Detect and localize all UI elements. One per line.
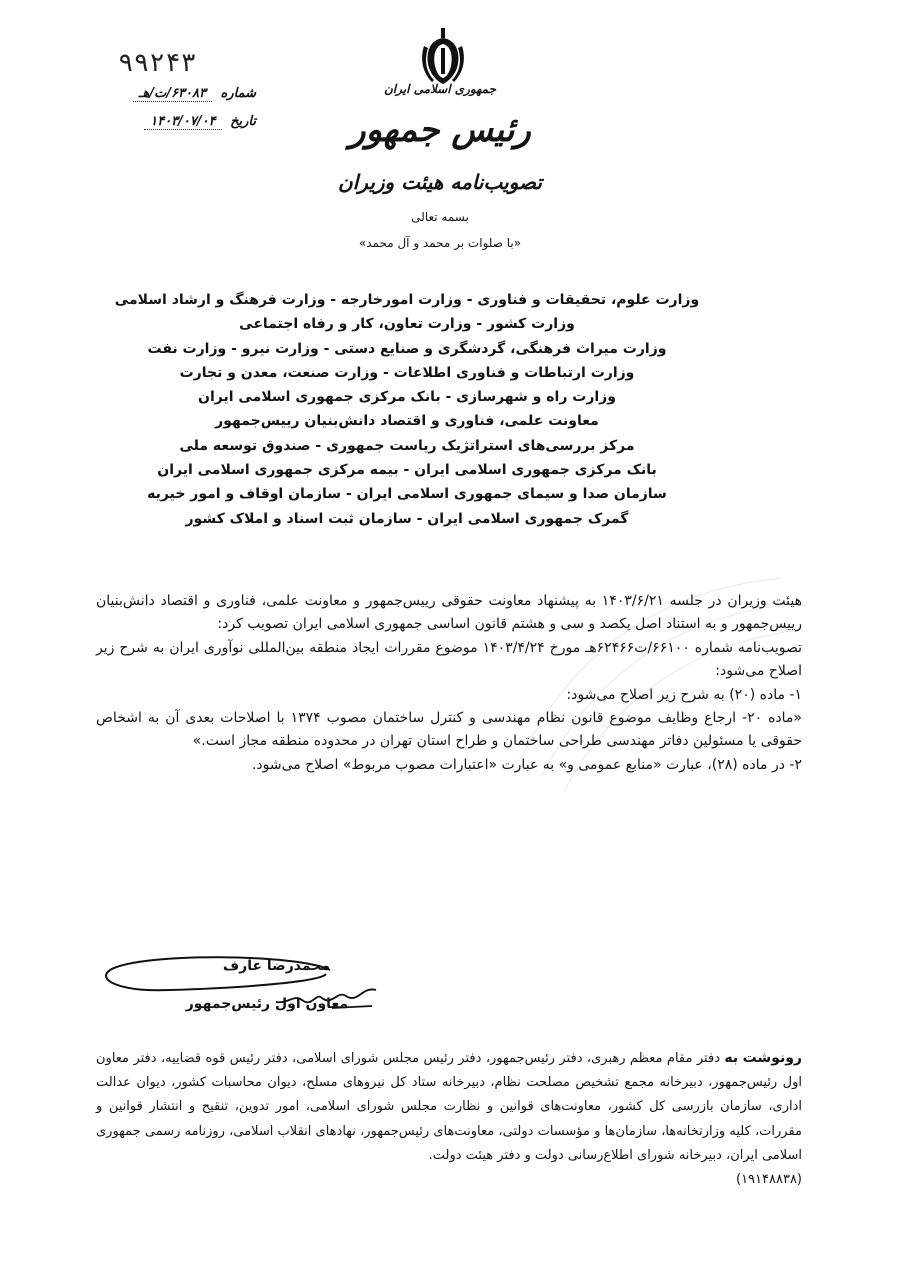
tracking-code: (۱۹۱۴۸۸۳۸) [735,1172,802,1188]
ref-number-value: ۶۳۰۸۳/ت/هـ [133,86,212,102]
recipients-list [100,288,714,531]
body-paragraph-subject: تصویب‌نامه شماره ۶۶۱۰۰/ت۶۲۴۶۶هـ مورخ ۱۴۰۳/۴/۲۴ موضوع مقررات ایجاد منطقه بین‌المللی نوآوری ایران به شرح زیر اصلاح می‌شود: [96,639,802,680]
salutation: «با صلوات بر محمد و آل محمد» [358,236,522,250]
handwritten-document-number: ۹۹۲۴۳ [118,48,197,78]
copies-label: رونوشت [742,1050,802,1066]
recipient-line: سازمان صدا و سیمای جمهوری اسلامی ایران - سازمان اوقاف و امور خیریه [147,486,667,503]
country-name: جمهوری اسلامی ایران [383,82,497,96]
date-label: تاریخ [230,114,256,129]
body-paragraph-article-20: «ماده ۲۰- ارجاع وظایف موضوع قانون نظام مهندسی و کنترل ساختمان مصوب ۱۳۷۴ با اصلاحات بعدی آن به اشخاص حقوقی یا مسئولین دفاتر مهندسی طراحی ساختمان و طراح استان تهران در محدوده منطقه مجاز است.» [96,710,802,750]
signatory-title: معاون اول رئیس‌جمهور [185,996,348,1012]
recipient-line: معاونت علمی، فناوری و اقتصاد دانش‌بنیان رییس‌جمهور [215,413,599,430]
body-paragraph-intro: هیئت وزیران در جلسه ۱۴۰۳/۶/۲۱ به پیشنهاد معاونت حقوقی رییس‌جمهور و معاونت علمی، فناوری و اقتصاد دانش‌بنیان رییس‌جمهور و به استناد اصل یکصد و سی و هشتم قانون اساسی جمهوری اسلامی ایران تصویب کرد: [96,593,802,633]
recipient-line: گمرک جمهوری اسلامی ایران - سازمان ثبت اسناد و املاک کشور [185,510,629,527]
recipient-line: وزارت میراث فرهنگی، گردشگری و صنایع دستی - وزارت نیرو - وزارت نفت [147,340,667,357]
date-value: ۱۴۰۳/۰۷/۰۴ [144,114,221,130]
body-paragraph-item-2: ۲- در ماده (۲۸)، عبارت «منابع عمومی و» به عبارت «اعتبارات مصوب مربوط» اصلاح می‌شود. [251,756,802,773]
copies-recipients: دفتر مقام معظم رهبری، دفتر رئیس‌جمهور، دفتر رئیس مجلس شورای اسلامی، دفتر رئیس قوه قضاییه، دفتر معاون اول رئیس‌جمهور، دبیرخانه مجمع تشخیص مصلحت نظام، دبیرخانه ستاد کل نیروهای مسلح، دیوان محاسبات کشور، دیوان عدالت اداری، سازمان بازرسی کل کشور، معاونت‌های قوانین و نظارت مجلس شورای اسلامی، امور تدوین، تنقیح و انتشار قوانین و مقررات، کلیه وزارتخانه‌ها، سازمان‌ها و مؤسسات دولتی، معاونت‌های رئیس‌جمهور، نهادهای انقلاب اسلامی، روزنامه رسمی جمهوری اسلامی ایران، دبیرخانه شورای اطلاع‌رسانی دولت و دفتر هیئت دولت. [96,1051,802,1163]
date-row [16,114,256,136]
recipient-line: وزارت ارتباطات و فناوری اطلاعات - وزارت صنعت، معدن و تجارت [179,364,635,381]
recipient-line: بانک مرکزی جمهوری اسلامی ایران - بیمه مرکزی جمهوری اسلامی ایران [157,462,657,479]
copies-to-word: به [724,1050,739,1066]
invocation: بسمه تعالی [411,210,469,224]
recipient-line: وزارت راه و شهرسازی - بانک مرکزی جمهوری اسلامی ایران [198,389,616,406]
recipient-line: مرکز بررسی‌های استراتژیک ریاست جمهوری - صندوق توسعه ملی [179,437,635,454]
document-type-title: تصویب‌نامه هیئت وزیران [338,170,542,194]
signatory-name: محمدرضا عارف [222,958,330,974]
ref-number-label: شماره [220,86,256,101]
recipient-line: وزارت علوم، تحقیقات و فناوری - وزارت امورخارجه - وزارت فرهنگ و ارشاد اسلامی [114,292,700,308]
body-paragraph-item-1: ۱- ماده (۲۰) به شرح زیر اصلاح می‌شود: [566,686,802,703]
issuing-office-title: رئیس جمهور [349,110,531,150]
recipient-line: وزارت کشور - وزارت تعاون، کار و رفاه اجتماعی [239,316,575,333]
decree-body [96,590,802,777]
copies-section [96,1046,802,1192]
iran-emblem-icon [420,28,466,86]
ref-number-row [16,86,256,108]
